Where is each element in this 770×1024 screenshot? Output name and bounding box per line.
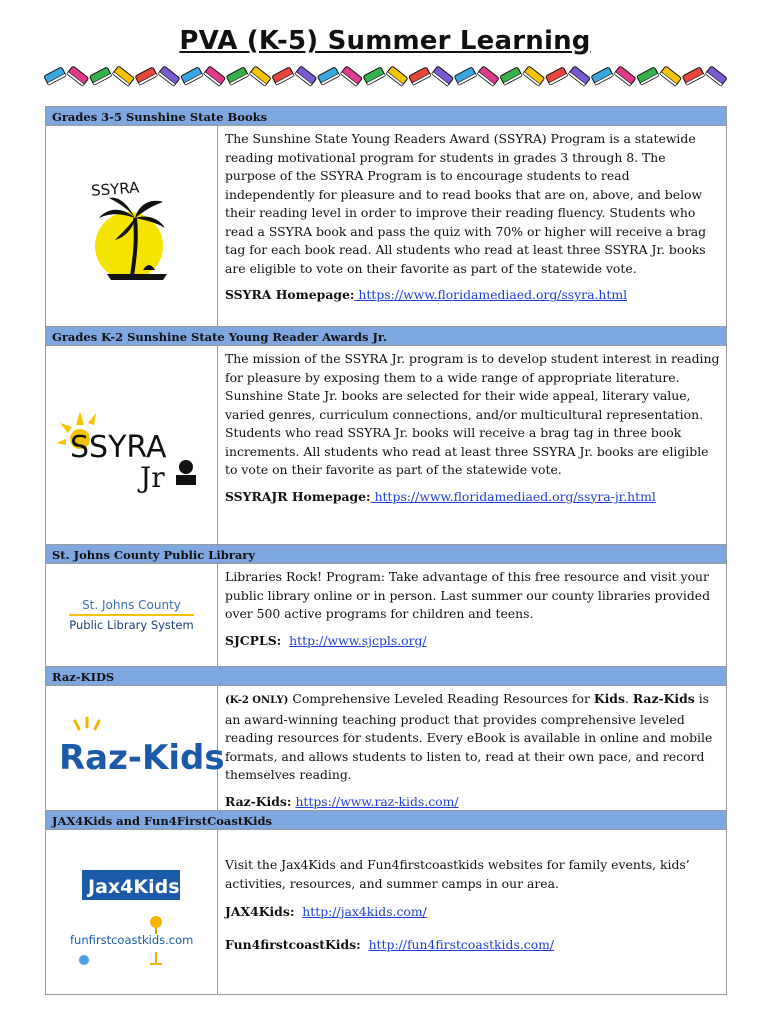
section-body-razkids	[218, 686, 726, 810]
fun4firstcoast-link-line	[225, 936, 720, 955]
section-header-jax4kids: JAX4Kids and Fun4FirstCoastKids	[46, 810, 726, 830]
library-logo-line1: St. Johns County	[82, 598, 181, 612]
book-icon	[477, 66, 499, 86]
razkids-description	[225, 690, 720, 785]
book-icon	[545, 67, 567, 85]
ssyra-link-line	[225, 286, 720, 305]
book-icon	[454, 67, 476, 85]
fun4firstcoast-logo-text: funfirstcoastkids.com	[69, 933, 193, 947]
section-header-ssyra: Grades 3-5 Sunshine State Books	[46, 106, 726, 126]
section-row-jax4kids	[46, 830, 726, 994]
razkids-link-label: Raz-Kids:	[225, 793, 292, 809]
ssyra-logo-image	[77, 166, 187, 286]
fun4firstcoast-link-label: Fun4firstcoastKids:	[225, 936, 361, 952]
book-border-decoration	[44, 62, 730, 90]
book-icon	[660, 66, 682, 86]
book-icon	[500, 67, 522, 85]
book-icon	[89, 67, 111, 85]
razkids-logo-text: Raz-Kids	[58, 738, 225, 778]
library-link-line	[225, 632, 720, 651]
book-icon	[591, 67, 613, 85]
library-description: Libraries Rock! Program: Take advantage of this free resource and visit your public library online or in person. Last summer our county libraries provided over 500 active programs for children and teens.	[225, 569, 711, 621]
book-icon	[226, 67, 248, 85]
section-row-razkids	[46, 686, 726, 810]
section-body-ssyra	[218, 126, 726, 326]
book-icon	[568, 66, 590, 86]
section-body-jax4kids	[218, 830, 726, 994]
razkids-logo	[46, 686, 225, 810]
book-icon	[386, 66, 408, 86]
ssyra-jr-description: The mission of the SSYRA Jr. program is to develop student interest in reading for pleasure by exposing them to a wide range of appropriate literature. Sunshine State Jr. books are selected for their wide appeal, literary value, varied genres, curriculum connections, and/or multicultural representation. Students who read SSYRA Jr. books will receive a brag tag in three book increments. All students who read at least three SSYRA Jr. books are eligible to vote on their favorite as part of the statewide vote.	[225, 351, 720, 477]
sjcpls-link[interactable]: http://www.sjcpls.org/	[289, 632, 427, 648]
book-icon	[317, 67, 339, 85]
jax4kids-link-line	[225, 903, 720, 922]
razkids-desc-brand: Raz-Kids	[632, 691, 695, 706]
ssyra-jr-logo-sub: Jr	[139, 461, 165, 494]
book-icon	[272, 67, 294, 85]
section-row-ssyra	[46, 126, 726, 326]
library-logo	[46, 564, 218, 666]
razkids-grade-note: (K-2 ONLY)	[225, 695, 289, 706]
ssyra-jr-logo-image	[62, 395, 202, 495]
book-icon	[249, 66, 271, 86]
book-icon	[614, 66, 636, 86]
razkids-desc-part1: Comprehensive Leveled Reading Resources for	[288, 691, 594, 706]
razkids-desc-part3: is an award-winning teaching product that provides comprehensive leveled reading resources for students. Every eBook is available in online and mobile formats, and allows students to listen to, read at their own pace, and record themselves reading.	[225, 691, 713, 782]
jax4kids-logo	[46, 830, 218, 994]
ssyra-logo	[46, 126, 218, 326]
book-icon	[158, 66, 180, 86]
book-icon	[363, 67, 385, 85]
book-icon	[295, 66, 317, 86]
ssyra-jr-logo	[46, 346, 218, 544]
book-icon	[705, 66, 727, 86]
razkids-logo-image	[57, 713, 225, 783]
section-body-library	[218, 564, 726, 666]
ssyra-jr-link-label: SSYRAJR Homepage:	[225, 488, 371, 504]
section-header-razkids: Raz-KIDS	[46, 666, 726, 686]
ssyra-logo-text: SSYRA	[90, 178, 140, 200]
book-icon	[340, 66, 362, 86]
section-row-ssyra-jr	[46, 346, 726, 544]
resource-table	[45, 106, 727, 995]
razkids-desc-kids: Kids	[593, 691, 625, 706]
jax4kids-logo-text: Jax4Kids	[87, 876, 180, 898]
razkids-link-line	[225, 793, 720, 812]
razkids-link[interactable]: https://www.raz-kids.com/	[295, 793, 459, 809]
book-icon	[432, 66, 454, 86]
book-icon	[409, 67, 431, 85]
book-icon	[135, 67, 157, 85]
ssyra-jr-logo-text: SSYRA	[69, 430, 167, 465]
library-link-label: SJCPLS:	[225, 632, 282, 648]
fun4firstcoast-link[interactable]: http://fun4firstcoastkids.com/	[368, 936, 555, 952]
jax4kids-logo-image	[62, 852, 202, 972]
book-icon	[682, 67, 704, 85]
section-row-library	[46, 564, 726, 666]
jax4kids-link[interactable]: http://jax4kids.com/	[302, 904, 427, 919]
jax4kids-link-label: JAX4Kids:	[225, 904, 295, 919]
jax4kids-description: Visit the Jax4Kids and Fun4firstcoastkids websites for family events, kids’ activities, resources, and summer camps in our area.	[225, 857, 690, 891]
ssyra-homepage-link[interactable]: https://www.floridamediaed.org/ssyra.html	[354, 287, 628, 302]
book-icon	[204, 66, 226, 86]
book-icon	[637, 67, 659, 85]
ssyra-jr-homepage-link[interactable]: https://www.floridamediaed.org/ssyra-jr.html	[370, 488, 656, 504]
book-icon	[181, 67, 203, 85]
section-body-ssyra-jr	[218, 346, 726, 544]
book-icon	[44, 67, 66, 85]
ssyra-jr-link-line	[225, 488, 720, 507]
library-logo-line2: Public Library System	[69, 618, 194, 632]
ssyra-description: The Sunshine State Young Readers Award (SSYRA) Program is a statewide reading motivational program for students in grades 3 through 8. The purpose of the SSYRA Program is to encourage students to read independently for pleasure and to read books that are on, above, and below their reading level in order to improve their reading fluency. Students who read a SSYRA book and pass the quiz with 70% or higher will receive a brag tag for each book read. All students who read at least three SSYRA Jr. books are eligible to vote on their favorite as part of the statewide vote.	[225, 131, 707, 276]
page-title: PVA (K-5) Summer Learning	[179, 26, 591, 56]
book-icon	[523, 66, 545, 86]
razkids-desc-part2: .	[624, 691, 633, 706]
section-header-library: St. Johns County Public Library	[46, 544, 726, 564]
book-icon	[67, 66, 89, 86]
ssyra-link-label: SSYRA Homepage:	[225, 287, 355, 302]
section-header-ssyra-jr: Grades K-2 Sunshine State Young Reader Awards Jr.	[46, 326, 726, 346]
book-icon	[112, 66, 134, 86]
